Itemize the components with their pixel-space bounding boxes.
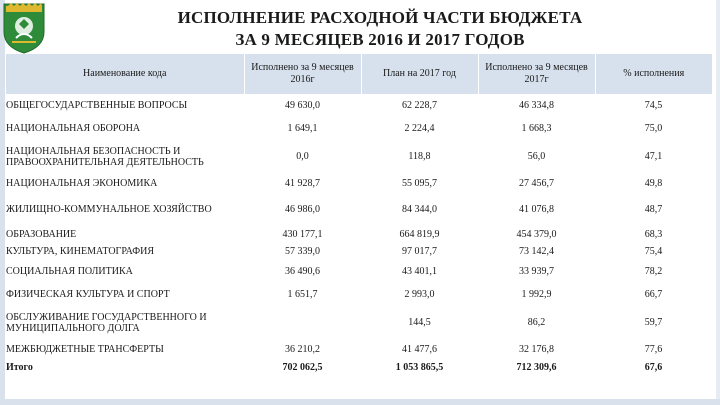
- cell-percent: 75,0: [595, 117, 712, 140]
- table-row: [6, 306, 712, 339]
- cell-executed-2017: 46 334,8: [478, 94, 595, 117]
- row-name: Итого: [6, 359, 244, 376]
- row-name: НАЦИОНАЛЬНАЯ ОБОРОНА: [6, 117, 244, 140]
- cell-executed-2016: 36 490,6: [244, 260, 361, 283]
- cell-plan-2017: 1 053 865,5: [361, 359, 478, 376]
- cell-executed-2017: 33 939,7: [478, 260, 595, 283]
- cell-executed-2016: 1 649,1: [244, 117, 361, 140]
- cell-plan-2017: 144,5: [361, 306, 478, 339]
- table-row: [6, 226, 712, 243]
- cell-percent: 75,4: [595, 243, 712, 260]
- cell-percent: 66,7: [595, 283, 712, 306]
- row-name: КУЛЬТУРА, КИНЕМАТОГРАФИЯ: [6, 243, 244, 260]
- cell-executed-2017: 1 992,9: [478, 283, 595, 306]
- header-plan: План на 2017 год: [361, 54, 478, 94]
- slide-frame-right: [716, 0, 720, 405]
- row-name: МЕЖБЮДЖЕТНЫЕ ТРАНСФЕРТЫ: [6, 339, 244, 359]
- cell-plan-2017: 41 477,6: [361, 339, 478, 359]
- cell-plan-2017: 84 344,0: [361, 193, 478, 226]
- cell-executed-2017: 1 668,3: [478, 117, 595, 140]
- table-row: [6, 193, 712, 226]
- cell-plan-2017: 43 401,1: [361, 260, 478, 283]
- header-2017: Исполнено за 9 месяцев 2017г: [478, 54, 595, 94]
- cell-percent: 47,1: [595, 140, 712, 173]
- cell-plan-2017: 664 819,9: [361, 226, 478, 243]
- cell-executed-2016: 0,0: [244, 140, 361, 173]
- row-name: ОБСЛУЖИВАНИЕ ГОСУДАРСТВЕННОГО И МУНИЦИПАЛЬНОГО ДОЛГА: [6, 306, 244, 339]
- cell-percent: 74,5: [595, 94, 712, 117]
- row-name: ОБЩЕГОСУДАРСТВЕННЫЕ ВОПРОСЫ: [6, 94, 244, 117]
- cell-plan-2017: 62 228,7: [361, 94, 478, 117]
- cell-executed-2017: 41 076,8: [478, 193, 595, 226]
- row-name: НАЦИОНАЛЬНАЯ БЕЗОПАСНОСТЬ И ПРАВООХРАНИТЕЛЬНАЯ ДЕЯТЕЛЬНОСТЬ: [6, 140, 244, 173]
- row-name: ОБРАЗОВАНИЕ: [6, 226, 244, 243]
- row-name: ЖИЛИЩНО-КОММУНАЛЬНОЕ ХОЗЯЙСТВО: [6, 193, 244, 226]
- cell-plan-2017: 2 224,4: [361, 117, 478, 140]
- cell-executed-2017: 86,2: [478, 306, 595, 339]
- table-header-row: [6, 54, 712, 94]
- cell-plan-2017: 55 095,7: [361, 173, 478, 193]
- table-row: [6, 140, 712, 173]
- header-2016: Исполнено за 9 месяцев 2016г: [244, 54, 361, 94]
- cell-executed-2017: 32 176,8: [478, 339, 595, 359]
- cell-executed-2016: 702 062,5: [244, 359, 361, 376]
- header-name: Наименование кода: [6, 54, 244, 94]
- cell-percent: 77,6: [595, 339, 712, 359]
- table-row: [6, 94, 712, 117]
- cell-executed-2016: 430 177,1: [244, 226, 361, 243]
- cell-executed-2016: 1 651,7: [244, 283, 361, 306]
- cell-executed-2017: 454 379,0: [478, 226, 595, 243]
- title-line-2: ЗА 9 МЕСЯЦЕВ 2016 И 2017 ГОДОВ: [235, 30, 525, 49]
- cell-executed-2017: 56,0: [478, 140, 595, 173]
- cell-executed-2016: [244, 306, 361, 339]
- table-row: [6, 359, 712, 376]
- cell-executed-2017: 73 142,4: [478, 243, 595, 260]
- slide-frame-left: [0, 0, 5, 405]
- title-line-1: ИСПОЛНЕНИЕ РАСХОДНОЙ ЧАСТИ БЮДЖЕТА: [177, 8, 583, 27]
- cell-percent: 59,7: [595, 306, 712, 339]
- cell-percent: 68,3: [595, 226, 712, 243]
- table-row: [6, 339, 712, 359]
- table-row: [6, 260, 712, 283]
- cell-percent: 78,2: [595, 260, 712, 283]
- cell-plan-2017: 118,8: [361, 140, 478, 173]
- header-percent: % исполнения: [595, 54, 712, 94]
- budget-table-container: [6, 54, 712, 376]
- cell-percent: 49,8: [595, 173, 712, 193]
- page-title: [60, 7, 700, 51]
- budget-table: [6, 54, 712, 376]
- cell-plan-2017: 2 993,0: [361, 283, 478, 306]
- cell-executed-2016: 36 210,2: [244, 339, 361, 359]
- slide-frame-bottom: [0, 399, 720, 405]
- cell-plan-2017: 97 017,7: [361, 243, 478, 260]
- cell-executed-2016: 46 986,0: [244, 193, 361, 226]
- cell-percent: 67,6: [595, 359, 712, 376]
- row-name: НАЦИОНАЛЬНАЯ ЭКОНОМИКА: [6, 173, 244, 193]
- table-row: [6, 117, 712, 140]
- cell-executed-2016: 49 630,0: [244, 94, 361, 117]
- row-name: ФИЗИЧЕСКАЯ КУЛЬТУРА И СПОРТ: [6, 283, 244, 306]
- cell-executed-2016: 57 339,0: [244, 243, 361, 260]
- cell-executed-2017: 712 309,6: [478, 359, 595, 376]
- row-name: СОЦИАЛЬНАЯ ПОЛИТИКА: [6, 260, 244, 283]
- table-row: [6, 243, 712, 260]
- table-row: [6, 283, 712, 306]
- cell-executed-2016: 41 928,7: [244, 173, 361, 193]
- cell-executed-2017: 27 456,7: [478, 173, 595, 193]
- coat-of-arms-icon: [2, 2, 46, 54]
- cell-percent: 48,7: [595, 193, 712, 226]
- table-row: [6, 173, 712, 193]
